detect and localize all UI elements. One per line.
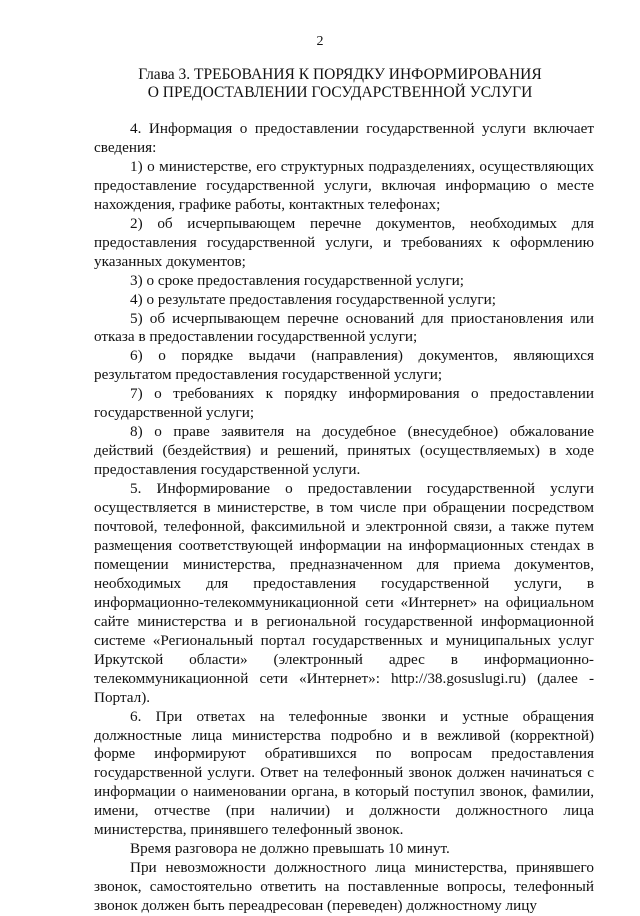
page-number: 2 (316, 34, 324, 49)
chapter-title-line-1: Глава 3. ТРЕБОВАНИЯ К ПОРЯДКУ ИНФОРМИРОВАНИЯ (138, 66, 542, 83)
list-item-3: 3) о сроке предоставления государственной услуги; (130, 271, 465, 289)
list-item-1: 1) о министерстве, его структурных подразделениях, осуществляющих предоставление государственной услуги, включая информацию о месте нахождения, графике работы, контактных телефонах; (94, 157, 594, 213)
paragraph-4-intro: 4. Информация о предоставлении государственной услуги включает сведения: (94, 120, 594, 156)
list-item-4: 4) о результате предоставления государственной услуги; (130, 290, 496, 308)
list-item-7: 7) о требованиях к порядку информирования о предоставлении государственной услуги; (94, 385, 594, 422)
chapter-title (100, 66, 580, 102)
paragraph-call-duration: Время разговора не должно превышать 10 минут. (130, 840, 450, 858)
list-item-8: 8) о праве заявителя на досудебное (внесудебное) обжалование действий (бездействия) и решений, принятых (осуществляемых) в ходе предоставления государственной услуги. (94, 423, 594, 479)
document-body (94, 120, 594, 916)
list-item-2: 2) об исчерпывающем перечне документов, необходимых для предоставления государственной услуги, и требованиях к оформлению указанных документов; (94, 214, 594, 270)
paragraph-5: 5. Информирование о предоставлении государственной услуги осуществляется в министерстве, в том числе при обращении посредством почтовой, телефонной, факсимильной и электронной связи, а также путем размещения соответствующей информации на информационных стендах в помещении министерства, предназначенном для приема документов, необходимых для предоставления государственной услуги, в информационно-телекоммуникационной сети «Интернет» на официальном сайте министерства и в региональной государственной информационной системе «Региональный портал государственных и муниципальных услуг Иркутской области» (электронный адрес в информационно-телекоммуникационной сети «Интернет»: http://38.gosuslugi.ru) (далее - Портал). (94, 480, 594, 706)
list-item-5: 5) об исчерпывающем перечне оснований для приостановления или отказа в предоставлении государственной услуги; (94, 309, 594, 346)
chapter-title-line-2: О ПРЕДОСТАВЛЕНИИ ГОСУДАРСТВЕННОЙ УСЛУГИ (147, 84, 533, 101)
list-item-6: 6) о порядке выдачи (направления) документов, являющихся результатом предоставления государственной услуги; (94, 347, 594, 384)
paragraph-6: 6. При ответах на телефонные звонки и устные обращения должностные лица министерства подробно и в вежливой (корректной) форме информируют обратившихся по вопросам предоставления государственной услуги. Ответ на телефонный звонок должен начинаться с информации о наименовании органа, в который поступил звонок, фамилии, имени, отчестве (при наличии) и должности должностного лица министерства, принявшего телефонный звонок. (94, 707, 594, 839)
paragraph-redirect: При невозможности должностного лица министерства, принявшего звонок, самостоятельно ответить на поставленные вопросы, телефонный звонок должен быть переадресован (переведен) должностному лицу (94, 859, 594, 915)
